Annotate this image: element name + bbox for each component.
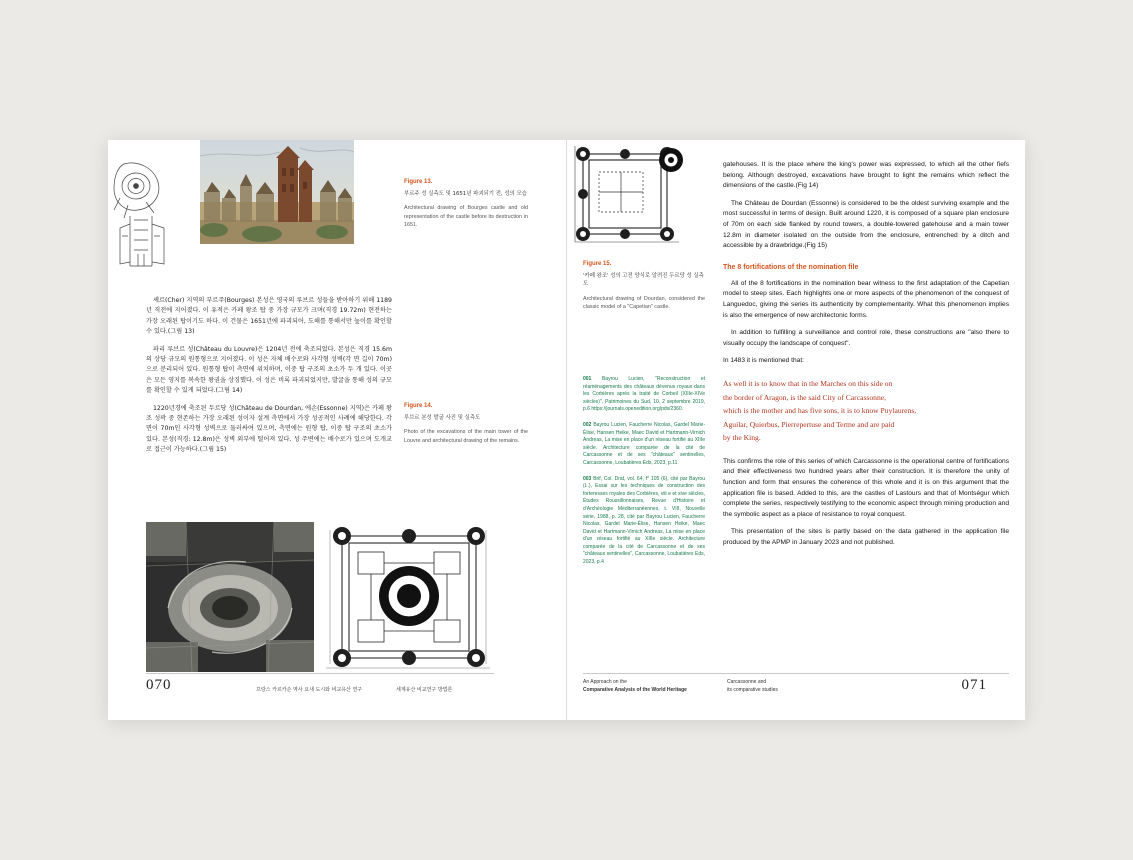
- right-page: [567, 140, 1025, 720]
- quote-line: Aguilar, Quierbus, Pierrepertuse and Terme and are paid: [723, 419, 895, 429]
- right-body-bottom: [723, 457, 1009, 549]
- right-body-mid: [723, 279, 1009, 367]
- footnote-text: Brif, Col. Drat, vol. 64, f° 105 (6), cité par Bayrou (L.), Essai sur les techniques de construction des forteresses royales des Corbières, viii e et xive siècles, Études Roussillonnaises, Revue d'Histoire et d'Archéologie Méditerranéennes, t. VIII, Nouvelle série, 1988, p. 28, cité par Bayrou Lucien, Faucherre Nicolas, Gardel Marie-Élise, Hansen Heike, Maec David et Hartmann-Virnich Andreas, La mise en place d'un réseau fortifié au XIIIe siècle. Architecture comparée de la cité de Carcassonne et de ses "châteaux sentinelles", Carcassonne, Loubatières Eds, 2023, p.4: [583, 475, 705, 566]
- figure-15-caption: [583, 260, 705, 312]
- left-folio: 070: [146, 677, 172, 693]
- left-paragraph-2: 파리 루브르 성(Château du Louvre)은 1204년 전에 축조되었다. 본성은 직경 15.6m의 상당 규모의 원통형으로 지어졌다. 이 성은 자체 배수로와 사각형 성벽(각 면 길이 70m)으로 분리되어 있다. 원통형 탑이 측면에 위치하며, 이중 탑 구조의 초소가 두 개 있다. 이곳은 모든 영지를 복속한 왕권을 상징했다. 이 성은 비록 파괴되었지만, 발굴을 통해 성의 규모를 확인할 수 있게 되었다.(그림 14): [146, 345, 392, 395]
- figure-13-caption: [404, 178, 528, 230]
- figure-15-caption-en: Architectural drawing of Dourdan, considered the classic model of a "Capetian" castle.: [583, 295, 705, 311]
- right-body-top: [723, 160, 1009, 252]
- left-running-head-line1: 프랑스 카르카손 역사 요새 도시와 비교유산 연구: [256, 687, 363, 693]
- figure-13-caption-en: Architectural drawing of Bourges castle and old representation of the castle before its destruction in 1651.: [404, 205, 528, 229]
- quote-line: which is the mother and has five sons, it is to know Puylaurens,: [723, 406, 917, 416]
- book-spread: [108, 140, 1025, 720]
- louvre-excavation-photo: [146, 522, 314, 672]
- footnote-item: [583, 476, 705, 567]
- figure-13-caption-ko: 부르주 성 실측도 및 1651년 파괴되기 전, 성의 모습: [404, 191, 527, 197]
- footnote-text: Bayrou Lucien, "Reconstruction et réaménagements des châteaux dévenus royaux dans les Corbières après la traité de Corbeil (XIIIe-XIVe siècles)", Patrimoines du Sud, 10, 2 septembre 2019, p.6 https://journals.openedition.org/pds/2360.: [583, 376, 706, 413]
- figure-14-caption: [404, 402, 528, 445]
- figure-14-title: Figure 14.: [404, 403, 433, 409]
- right-paragraph-4: In addition to fulfilling a surveillance and control role, these constructions are "also there to visually occupy the landscape of conquest".: [723, 329, 1009, 347]
- right-paragraph-5: In 1483 it is mentioned that:: [723, 357, 805, 365]
- right-running-head-right: [727, 678, 778, 694]
- footnote-number: 002: [583, 421, 592, 428]
- figure-15-title: Figure 15.: [583, 261, 612, 267]
- footnote-number: 003: [583, 475, 592, 482]
- left-running-head-2: [396, 686, 452, 694]
- right-running-head-left: [583, 678, 687, 694]
- right-footer-rule: [583, 673, 1009, 674]
- right-paragraph-2: The Château de Dourdan (Essonne) is considered to be the oldest surviving example and the most successful in terms of design. Built around 1220, it is composed of a square plan enclosure of 70m on each side flanked by round towers, a double-towered gatehouse and a main tower 12.8m in diameter isolated on the outside from the enclosure, entrenched by a ditch and accessible by a drawbridge.(Fig 15): [723, 199, 1009, 250]
- footnote-item: [583, 376, 705, 414]
- footnote-list: [583, 376, 705, 567]
- right-running-head-line2: Comparative Analysis of the World Heritage: [583, 687, 687, 693]
- right-paragraph-1: gatehouses. It is the place where the king's power was expressed, to which all the other fiefs belong. Although destroyed, excavations have brought to light the remains which reflect the dimensions of the castle.(Fig 14): [723, 161, 1009, 190]
- quote-line: As well it is to know that in the Marches on this side on: [723, 378, 893, 388]
- figure-14-caption-en: Photo of the excavations of the main tower of the Louvre and architectural drawing of the remains.: [404, 429, 528, 444]
- dourdan-plan-drawing: [322, 522, 494, 672]
- figure-14-caption-ko: 루브르 본성 발굴 사진 및 실측도: [404, 415, 481, 421]
- left-running-head: [256, 686, 362, 694]
- dourdan-castle-plan: [569, 140, 687, 252]
- left-running-head-line2: 세계유산 비교연구 방법론: [396, 687, 453, 693]
- left-paragraph-1: 셰르(Cher) 지역의 부르주(Bourges) 본성은 영국의 루브르 성들을 받아하기 위해 1189년 직전에 지어졌다. 이 유적은 카페 왕조 탑 중 가장 규모가 크며(직경 19.72m) 현전하는 가장 오래된 탑이기도 하다. 이 건물은 1651년에 파괴되어, 도해를 통해서만 높이를 확인할 수 있다.(그림 13): [146, 297, 392, 336]
- left-paragraph-3: 1220년경에 축조된 두르당 성(Château de Dourdan, 에손(Essonne) 지역)은 카페 왕조 성곽 중 현존하는 가장 오래된 성이자 설계 측면에서 가장 성공적인 사례에 해당한다. 각 면이 70m인 사각형 성벽으로 둘러싸여 있으며, 측면에는 원형 탑, 이중 탑 구조의 초소가 있다. 본성(직경: 12.8m)은 성벽 외부에 떨어져 있다. 성 주변에는 배수로가 있으며 도개교로 접근이 가능하다.(그림 15): [146, 404, 392, 454]
- pull-quote: [723, 377, 1009, 445]
- figure-13-title: Figure 13.: [404, 179, 433, 185]
- left-footer-rule: [146, 673, 494, 674]
- right-paragraph-3: All of the 8 fortifications in the nomination bear witness to the first adaptation of the Capetian model to steep sites. Each highlights one or more aspects of the phenomenon of the conquest of Languedoc, giving the series its authenticity by complementarity. What this phenomenon implies is also the emergence of new architectonic forms.: [723, 279, 1009, 319]
- footnote-item: [583, 422, 705, 468]
- right-paragraph-6: This confirms the role of this series of which Carcassonne is the operational centre of fortifications and their effectiveness two hundred years after their construction. It is therefore the unity of function and form that ensures the coherence of this whole and it is on this argument that the application file is based. Added to this, are the castles of Lastours and that of Montségur which complete the series, respectively testifying to the economic aspect through mining production and the symbolic aspect as a place of resistance to royal conquest.: [723, 457, 1009, 518]
- figure-15-caption-ko: '카페 왕조' 성의 고전 양식로 알려진 두르당 성 실측도: [583, 273, 704, 288]
- footnote-text: Bayrou Lucien, Faucherre Nicolas, Gardel Marie-Élise, Hansen Heike, Maec David et Hartmann-Virnich Andreas, La mise en place d'un réseau fortifié au XIIIe siècle. Architecture comparée de la cité de Carcassonne et de ses "châteaux" sentinelles, Carcassonne, Loubatières Eds, 2023, p.11: [583, 421, 705, 466]
- quote-line: by the King.: [723, 433, 761, 443]
- right-running-head-line3: Carcassonne and: [727, 679, 767, 685]
- right-folio: 071: [961, 677, 987, 693]
- right-paragraph-7: This presentation of the sites is partly based on the data gathered in the application file produced by the APMP in January 2023 and not published.: [723, 528, 1009, 547]
- footnote-number: 001: [583, 376, 592, 382]
- right-body-column: [723, 160, 1009, 556]
- bourges-tower-drawing: [108, 158, 196, 274]
- right-running-head-line1: An Approach on the: [583, 679, 627, 685]
- left-body-text: [146, 296, 392, 463]
- right-running-head-line4: its comparative studies: [727, 687, 778, 693]
- section-heading: The 8 fortifications of the nomination file: [723, 263, 859, 271]
- quote-line: the border of Aragon, is the said City of Carcassonne,: [723, 392, 887, 402]
- bourges-castle-painting: [200, 140, 354, 244]
- left-page: [108, 140, 566, 720]
